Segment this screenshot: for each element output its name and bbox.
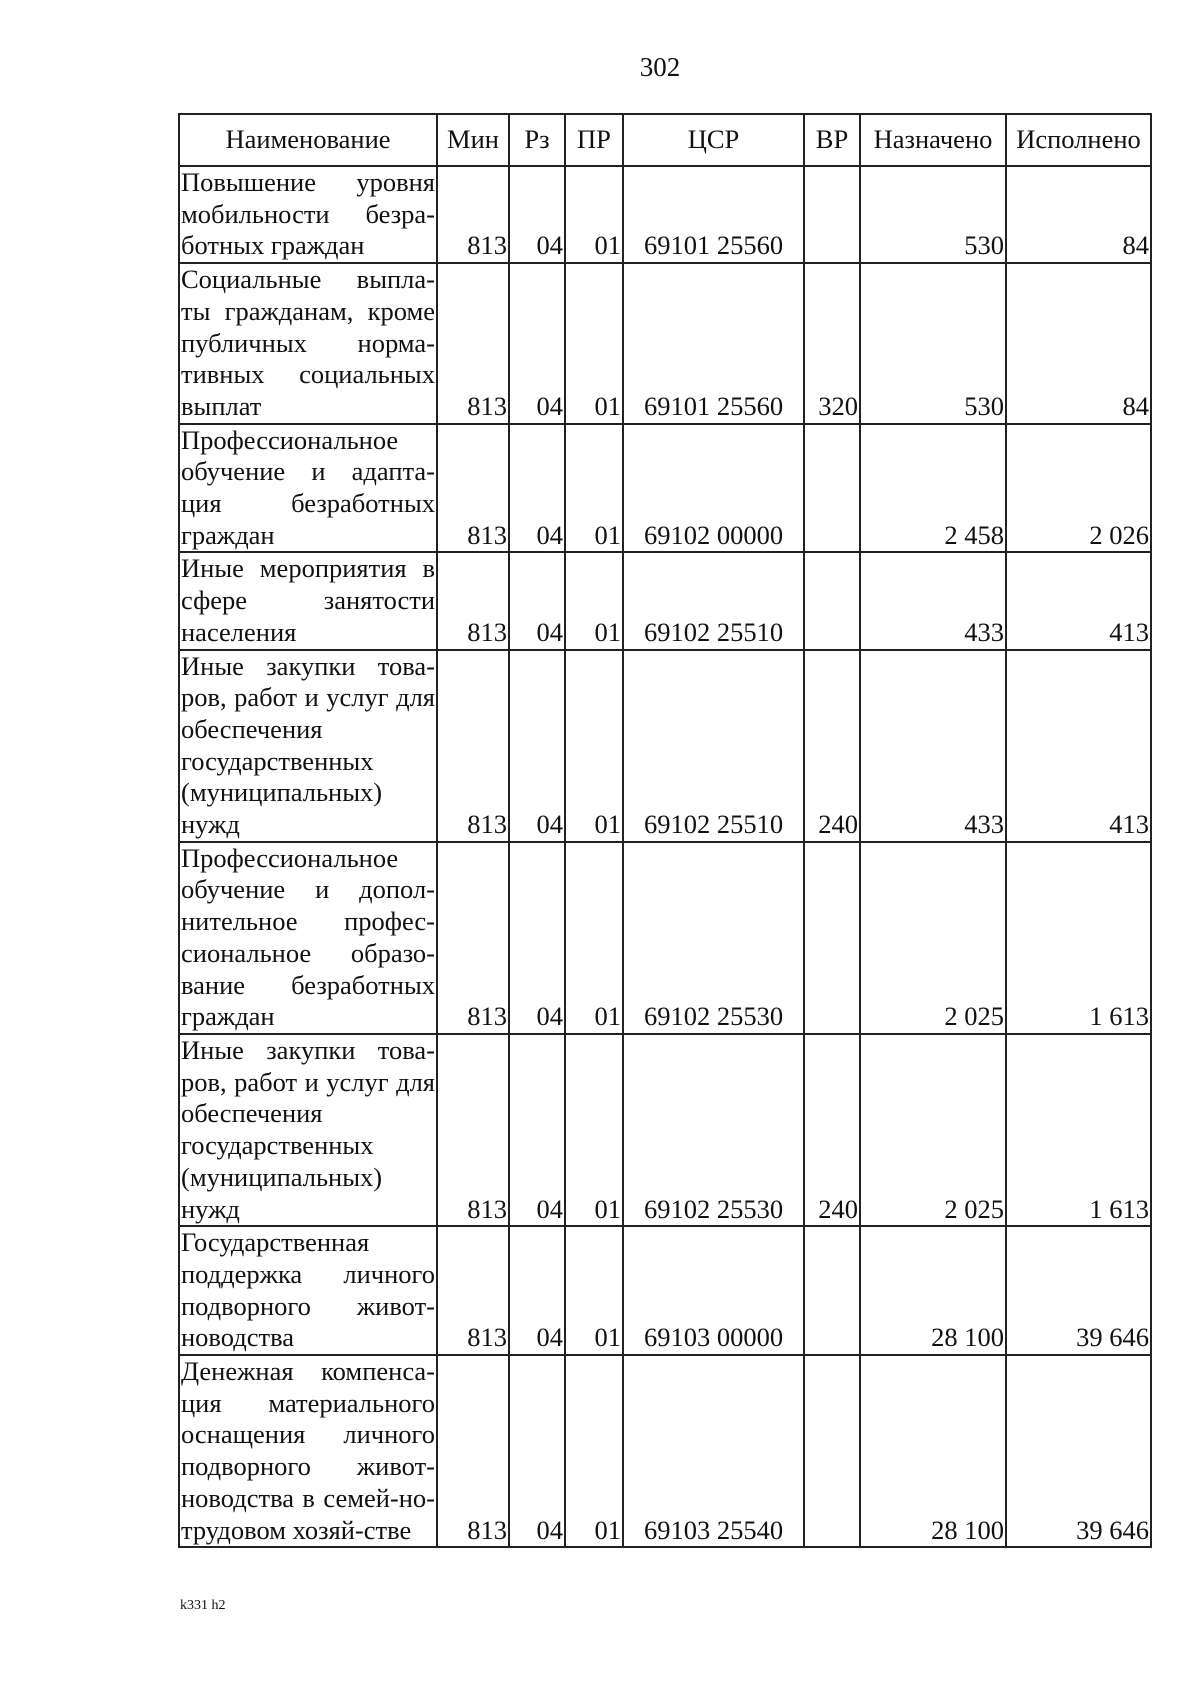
row-pr: 01 [565, 1355, 623, 1547]
row-csr: 69102 25530 [623, 1034, 804, 1226]
footer-code: k331 h2 [180, 1598, 226, 1613]
row-min: 813 [437, 552, 509, 649]
row-rz: 04 [509, 650, 565, 842]
row-pr: 01 [565, 166, 623, 263]
row-assigned: 530 [860, 263, 1006, 424]
row-min: 813 [437, 1355, 509, 1547]
row-pr: 01 [565, 1226, 623, 1355]
budget-table [178, 113, 1152, 1548]
row-vr [804, 1355, 860, 1547]
row-assigned: 530 [860, 166, 1006, 263]
row-csr: 69102 25510 [623, 552, 804, 649]
row-assigned: 433 [860, 552, 1006, 649]
row-csr: 69102 25530 [623, 842, 804, 1034]
row-name: Государственная поддержка личного подворного живот-новодства [179, 1226, 437, 1355]
row-name: Профессиональное обучение и адапта-ция безработных граждан [179, 424, 437, 553]
row-vr: 240 [804, 650, 860, 842]
table-row [179, 166, 1151, 263]
row-pr: 01 [565, 842, 623, 1034]
header-pr: ПР [565, 114, 623, 166]
header-executed: Исполнено [1006, 114, 1151, 166]
row-rz: 04 [509, 166, 565, 263]
row-name: Иные закупки това-ров, работ и услуг для обеспечения государственных (муниципальных) нужд [179, 650, 437, 842]
table-row [179, 263, 1151, 424]
row-min: 813 [437, 842, 509, 1034]
row-rz: 04 [509, 1034, 565, 1226]
row-pr: 01 [565, 424, 623, 553]
row-vr: 240 [804, 1034, 860, 1226]
row-csr: 69101 25560 [623, 166, 804, 263]
row-name: Денежная компенса-ция материального оснащения личного подворного живот-новодства в семей-но-трудовом хозяй-стве [179, 1355, 437, 1547]
row-name: Профессиональное обучение и допол-нительное профес-сиональное образо-вание безработных граждан [179, 842, 437, 1034]
row-executed: 84 [1006, 263, 1151, 424]
row-assigned: 2 025 [860, 1034, 1006, 1226]
row-csr: 69103 00000 [623, 1226, 804, 1355]
row-assigned: 28 100 [860, 1355, 1006, 1547]
row-vr [804, 552, 860, 649]
table-row [179, 424, 1151, 553]
header-name: Наименование [179, 114, 437, 166]
row-rz: 04 [509, 263, 565, 424]
row-executed: 2 026 [1006, 424, 1151, 553]
row-assigned: 2 458 [860, 424, 1006, 553]
row-rz: 04 [509, 1226, 565, 1355]
row-csr: 69103 25540 [623, 1355, 804, 1547]
table-row [179, 842, 1151, 1034]
table-row [179, 1355, 1151, 1547]
row-assigned: 28 100 [860, 1226, 1006, 1355]
table-row [179, 552, 1151, 649]
row-executed: 413 [1006, 552, 1151, 649]
header-vr: ВР [804, 114, 860, 166]
row-min: 813 [437, 1226, 509, 1355]
row-min: 813 [437, 424, 509, 553]
row-pr: 01 [565, 263, 623, 424]
row-rz: 04 [509, 842, 565, 1034]
row-pr: 01 [565, 552, 623, 649]
row-min: 813 [437, 166, 509, 263]
row-vr [804, 842, 860, 1034]
table-row [179, 650, 1151, 842]
row-vr: 320 [804, 263, 860, 424]
row-executed: 413 [1006, 650, 1151, 842]
header-csr: ЦСР [623, 114, 804, 166]
row-min: 813 [437, 1034, 509, 1226]
row-pr: 01 [565, 1034, 623, 1226]
row-vr [804, 424, 860, 553]
row-executed: 1 613 [1006, 842, 1151, 1034]
row-min: 813 [437, 263, 509, 424]
row-rz: 04 [509, 552, 565, 649]
row-csr: 69102 25510 [623, 650, 804, 842]
row-name: Иные закупки това-ров, работ и услуг для обеспечения государственных (муниципальных) нужд [179, 1034, 437, 1226]
row-csr: 69102 00000 [623, 424, 804, 553]
row-vr [804, 1226, 860, 1355]
table-row [179, 1226, 1151, 1355]
header-assigned: Назначено [860, 114, 1006, 166]
header-rz: Рз [509, 114, 565, 166]
row-rz: 04 [509, 1355, 565, 1547]
table-row [179, 1034, 1151, 1226]
row-executed: 1 613 [1006, 1034, 1151, 1226]
row-assigned: 2 025 [860, 842, 1006, 1034]
row-executed: 39 646 [1006, 1226, 1151, 1355]
row-name: Социальные выпла-ты гражданам, кроме публичных норма-тивных социальных выплат [179, 263, 437, 424]
row-rz: 04 [509, 424, 565, 553]
row-csr: 69101 25560 [623, 263, 804, 424]
row-min: 813 [437, 650, 509, 842]
row-assigned: 433 [860, 650, 1006, 842]
row-name: Иные мероприятия в сфере занятости населения [179, 552, 437, 649]
row-name: Повышение уровня мобильности безра-ботных граждан [179, 166, 437, 263]
row-executed: 84 [1006, 166, 1151, 263]
header-row [179, 114, 1151, 166]
page-number: 302 [639, 52, 681, 82]
row-vr [804, 166, 860, 263]
row-pr: 01 [565, 650, 623, 842]
header-min: Мин [437, 114, 509, 166]
row-executed: 39 646 [1006, 1355, 1151, 1547]
